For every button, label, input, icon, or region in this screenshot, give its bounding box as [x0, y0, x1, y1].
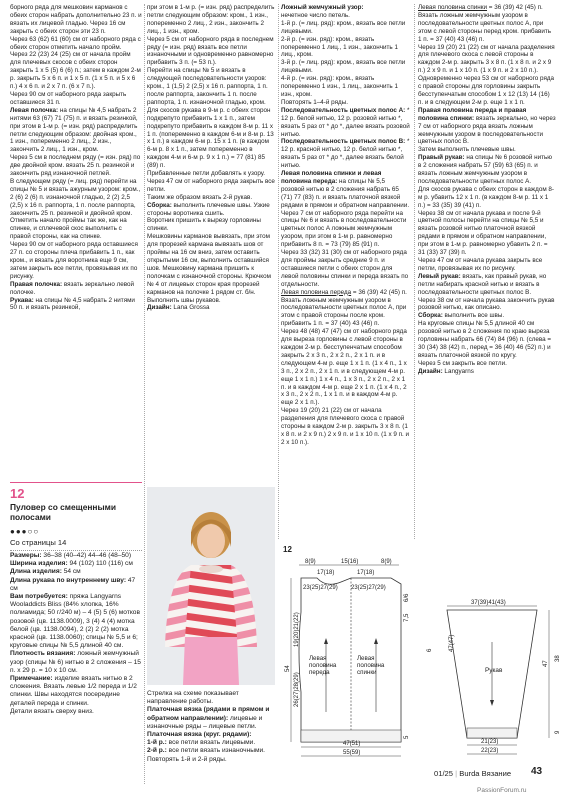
dim-sleeve-side: 6	[427, 648, 433, 652]
left-front-half-text: = 36 (39) 42 (45) п. Вязать ложным жемчужным узором в последовательности цветных полос A, при этом с правой стороны после кром. прибавить 1 п. = 37 (40) 43 (46) п. Через 48 (48) 47 (47) см от наборного ряда для выреза горловины с левой стороны в каждом 2-м р. бесступенчатым способом закрыть 2 x 3 п., 2 x 2 п., 2 x 1 п. и в следующем 4-м р. еще 1 x 1 п. (1 x 4 п., 1 x 3 п., 2 x 2 п., 2 x 1 п. и в следующем 4-м р. еще 1 x 1 п.) 1 x 4 п., 1 x 3 п., 2 x 2 п., 2 x 1 п. и в каждом 4-м р. еще 2 x 1 п. (1 x 4 п., 2 x 3 п., 2 x 2 п., 1 x 1 п. и в каждом 4-м р. еще 2 x 1 п.). Через 19 (20) 21 (22) см от начала разделения для плечевого скоса с правой стороны в каждом 2-м р. закрыть 3 x 8 п. (1 x 8 п. и 2 x 9 п.) 2 x 9 п. и 1 x 10 п. (1 x 9 п. и 2 x 10 п.).	[281, 288, 410, 446]
page-footer: 01/25 | Burda Вязание	[434, 769, 512, 778]
design-credit: Lana Grossa	[171, 304, 210, 312]
right-halves-text: вязать зеркально, но через 7 см от наборного ряда вязать ложным жемчужным узором в последовательности цветных полос B. Затем выполнить плечевые швы.	[418, 114, 556, 154]
diagram-number: 12	[283, 545, 292, 554]
stripe-seq-b-text: * 12 р. красной нитью, 12 р. белой нитью *, вязать 5 раз от * до *, далее вязать белой нитью.	[281, 138, 410, 170]
instructions-column-3	[281, 4, 410, 541]
dim-hem: 5	[404, 735, 410, 739]
model-photo	[147, 487, 275, 685]
front-half-label: Левая половина переда	[309, 655, 337, 676]
left-sleeve-heading: Левый рукав:	[418, 272, 461, 280]
schematic-diagram	[281, 542, 566, 760]
watermark: PassionForum.ru	[477, 787, 527, 794]
dim-neck-left: 17(18)	[317, 570, 335, 576]
pattern-title: Пуловер со смещенными полосами	[10, 502, 116, 522]
pearl-stitch-heading: Ложный жемчужный узор:	[281, 4, 364, 11]
left-front-half-heading: Левая половина переда	[281, 288, 352, 296]
left-front-heading: Левая полочка:	[10, 106, 59, 114]
length-heading: Длина изделия:	[10, 568, 62, 576]
row1-text: все петли вязать лицевыми.	[166, 739, 256, 747]
back-half-label: Левая половина спинки	[357, 655, 385, 676]
right-front-heading: Правая полочка:	[10, 280, 63, 288]
left-halves-text: на спицы № 5,5 розовой нитью в 2 сложения набрать 65 (71) 77 (83) п. и вязать платочной вязкой рядами в прямом и обратном направлении. Через 7 см от наборного ряда перейти на спицы № 6 и вязать в последовательности цветных полос A ложным жемчужным узором, при этом в 1-м р. равномерно прибавить 8 п. = 73 (79) 85 (91) п. Через 33 (32) 31 (30) см от наборного ряда для проймы закрыть средние 9 п. и оставшиеся петли с обеих сторон для левой половины спинки и переда вязать по отдельности.	[281, 177, 410, 288]
right-sleeve-heading: Правый рукав:	[418, 154, 465, 162]
instructions-column-2	[147, 4, 275, 488]
garter-stitch-notes	[147, 690, 275, 790]
dim-bottom-1: 47(51)	[343, 741, 361, 747]
dim-small-right-2: 7,5	[404, 613, 410, 622]
dim-neck-right: 17(18)	[357, 570, 375, 576]
assembly-heading-2: Сборка:	[418, 312, 443, 320]
dim-upper-right: 23(25)27(29)	[351, 585, 386, 591]
assembly-text: выполнить плечевые швы. Узкие стороны воротника сшить. Воротник пришить к вырезу горловины спинки. Мешковины карманов вывязать, при этом для прорезей кармана вывязать шов от проймы на 16 см вниз, затем оставить открытыми 16 см, выполнить оставшийся шов. Мешковину кармана пришить к полочкам с изнаночной стороны. Крючком № 4 от лицевых сторон края прорезей карманов на полочке 1 рядом ст. б/н. Выполнить швы рукавов.	[147, 201, 271, 304]
left-back-half-text: = 36 (39) 42 (45) п. Вязать ложным жемчужным узором в последовательности цветных полос A, при этом с левой стороны перед кром. прибавить 1 п. = 37 (40) 43 (46) п. Через 19 (20) 21 (22) см от начала разделения для плечевого скоса с левой стороны в каждом 2-м р. закрыть 3 x 8 п. (1 x 8 п. и 2 x 9 п.) 2 x 9 п. и 1 x 10 п. (1 x 9 п. и 2 x 10 п.). Одновременно через 53 см от наборного ряда с правой стороны для горловины закрыть бесступенчатым способом 1 x 12 (13) 14 (16) п. и в следующем 2-м р. еще 1 x 1 п.	[418, 4, 555, 106]
left-front-text: на спицы № 4,5 набрать 2 нитями 63 (67) 71 (75) п. и вязать резинкой, при этом в 1-м р. (= изн. ряд) распределить петли следующим образом: двойная кром., 1 изн., попеременно 2 лиц., 2 изн., закончить 2 лиц., 1 изн., кром. Через 5 см в последнем ряду (= изн. ряд) по две двойной кром. вязать 25 п. резинкой и закончить ряд изнаночной петлей. В следующем ряду (= лиц. ряд) перейти на спицы № 5 и вязать ажурным узором: кром., 2 (6) 2 (6) п. изнаночной гладью, 2 (2) 2,5 (2,5) x 16 п. раппорта, 1 п. после раппорта, закончить 25 п. резинкой и двойной кром. Отметить начало проймы так же, как на спинке, и сплечевой скос выполнить с правой стороны, как на спинке. Через 90 см от наборного ряда оставшиеся 27 п. со стороны плеча прибавить 1 п., как кром., и вязать для воротника еще 9 см, затем закрыть все петли, провязывая их по рисунку.	[10, 106, 141, 280]
dim-bottom-2: 55(59)	[343, 750, 361, 756]
schematic-drawing	[281, 542, 566, 760]
row2-heading: 2-й р.:	[147, 747, 167, 755]
dim-sleeve-height: 47	[543, 660, 549, 667]
right-front-text: вязать зеркально левой полочке.	[10, 280, 135, 296]
sleeve-label: Рукав	[485, 667, 503, 674]
column-divider	[144, 4, 145, 784]
row1-heading: 1-й р.:	[147, 739, 167, 747]
design-heading-2: Дизайн:	[418, 367, 443, 375]
section-divider	[10, 550, 142, 551]
gauge-text: ложный жемчужный узор (спицы № 6) нитью в 2 сложения – 15 п. x 29 р. = 10 x 10 см.	[10, 650, 141, 674]
dim-height: 54	[285, 665, 291, 672]
materials-text: пряжа Langyarns Wooladdicts Bliss (84% хлопка, 16% полиамида; 50 г/240 м) – 4 (5) 5 (6) мотков розовой (цв. 1138.0009), 3 (4) 4 (4) мотка белой (цв. 1138.0094), 2 (2) 2 (2) мотка красной (цв. 1138.0060); спицы № 5,5 и 6; круговые спицы № 5,5 длиной 40 см.	[10, 593, 140, 650]
pattern-specs	[10, 552, 142, 788]
stripe-seq-b-heading: Последовательность цветных полос B:	[281, 138, 406, 146]
stripe-seq-a-text: * 12 р. белой нитью, 12 р. розовой нитью *, вязать 5 раз от * до *, далее вязать розовой нитью.	[281, 106, 410, 138]
section-divider	[10, 482, 142, 483]
length-text: 54 см	[61, 568, 81, 576]
dim-lower: 26(27)28(29)	[294, 672, 300, 707]
dim-top-right: 8(9)	[381, 559, 392, 565]
left-sleeve-text: вязать, как правый рукав, но петли набирать красной нитью и вязать в последовательности цветных полос B. Через 38 см от начала рукава закончить рукав розовой нитью, как описано.	[418, 272, 555, 312]
dim-sleeve-cuff: 9	[555, 730, 561, 734]
page-number: 43	[531, 766, 543, 777]
dim-small-right: 6/6	[404, 593, 410, 602]
sizes-text: 36–38 (40–42) 44–46 (48–50)	[41, 552, 132, 559]
issue-number: 01/25	[434, 769, 454, 778]
design-credit-2: Langyarns	[442, 367, 474, 375]
assembly-text-2: выполнить все швы. На круговые спицы № 5,5 длиной 40 см розовой нитью в 2 сложения по краю выреза горловины набрать 66 (74) 84 (96) п. (слева = 30 (34) 38 (42) п., перед = 36 (40) 46 (52) п.) и вязать платочной вязкой по кругу. Через 5 см закрыть все петли.	[418, 312, 552, 367]
sleeve-length-heading: Длина рукава по внутреннему шву:	[10, 576, 127, 584]
left-halves-heading: Левая половина спинки и левая половина переда:	[281, 170, 382, 185]
back-decrease-text: борного ряда для мешковин карманов с обеих сторон набрать дополнительно 23 п. и вязать их лицевой гладью. Через 16 см закрыть с обеих сторон эти 23 п. Через 63 (62) 61 (60) см от наборного ряда с обеих сторон отметить начало пройм. Через 22 (23) 24 (25) см от начала пройм для плечевых скосов с обеих сторон закрыть 1 x 5 (5) 6 (6) п.; затем в каждом 2-м р. закрыть 5 x 6 п. и 1 x 5 п. (1 x 5 п. и 5 x 6 п.) 4 x 6 п. и 2 x 7 п. (6 x 7 п.). Через 90 см от наборного ряда закрыть оставшиеся 31 п.	[10, 4, 142, 106]
dim-armhole: 19(20)21(22)	[294, 612, 300, 647]
pearl-stitch-text: нечетное число петель. 1-й р. (= лиц. ряд): кром., вязать все петли лицевыми. 2-й р. (= изн. ряд): кром., вязать попеременно 1 лиц., 1 изн., закончить 1 лиц., кром. 3-й р. (= лиц. ряд): кром., вязать все петли лицевыми. 4-й р. (= изн. ряд): кром., вязать попеременно 1 изн., 1 лиц., закончить 1 изн., кром. Повторять 1–4-й ряды.	[281, 11, 406, 106]
sizes-heading: Размеры:	[10, 552, 42, 559]
width-heading: Ширина изделия:	[10, 560, 68, 568]
column-divider	[414, 4, 415, 539]
width-text: 94 (102) 110 (116) см	[67, 560, 133, 568]
right-sleeve-text: на спицы № 6 розовой нитью в 2 сложения набрать 57 (59) 63 (65) п. и вязать ложным жемчужным узором в последовательности цветных полос A. Для скосов рукава с обеих сторон в каждом 8-м р. убавить 12 x 1 п. (в каждом 8-м р. 11 x 1 п.) = 33 (35) 39 (41) п. Через 38 см от начала рукава и после 9-й цветной полосы перейти на спицы № 5,5 и вязать розовой нитью платочной вязкой рядами в прямом и обратном направлении, при этом в 1-м р. равномерно убавить 2 п. = 31 (33) 37 (39) п. Через 47 см от начала рукава закрыть все петли, провязывая их по рисунку.	[418, 154, 554, 272]
note-heading: Примечание:	[10, 675, 53, 683]
dim-sleeve-top: 37(39)41(43)	[471, 600, 506, 606]
dim-sleeve-height-2: 38	[555, 655, 561, 662]
source-page-ref: Со страницы 14	[10, 538, 67, 547]
column-divider	[278, 4, 279, 539]
assembly-heading: Сборка:	[147, 201, 172, 209]
sleeve-length-text: 47 см	[10, 576, 136, 592]
instructions-column-4	[418, 4, 556, 534]
dim-top-mid: 15(16)	[341, 559, 359, 565]
design-heading: Дизайн:	[147, 304, 172, 312]
model-photo-illustration	[147, 487, 275, 685]
materials-heading: Вам потребуется:	[10, 593, 68, 601]
row2-text: все петли вязать изнаночными. Повторять 1-й и 2-й ряды.	[147, 747, 265, 763]
difficulty-rating: ●●●○○	[10, 527, 40, 536]
arrow-note: Стрелка на схеме показывает направление работы.	[147, 690, 239, 706]
instructions-column-1	[10, 4, 142, 460]
dim-sleeve-seam: 47(47)	[449, 634, 455, 652]
dim-top-left: 8(9)	[305, 559, 316, 565]
sleeves-text: на спицы № 4,5 набрать 2 нитями 50 п. и вязать резинкой,	[10, 296, 135, 312]
right-halves-heading: Правая половина переда и правая половина спинки:	[418, 106, 527, 122]
garter-rows-heading: Платочная вязка (рядами в прямом и обратном направлении):	[147, 706, 270, 722]
sleeves-heading: Рукава:	[10, 296, 34, 304]
note-text: изделие вязать нитью в 2 сложения. Вязать левые 1/2 переда и 1/2 спинки. Швы находятся посередине деталей переда и спинки. Детали вязать сверху вниз.	[10, 675, 137, 715]
dim-upper-left: 23(25)27(29)	[303, 585, 338, 591]
dim-sleeve-bottom-1: 21(23)	[481, 739, 499, 745]
left-back-half-heading: Левая половина спинки	[418, 4, 488, 11]
garter-round-heading: Платочная вязка (круг. рядами):	[147, 731, 252, 739]
pattern-number: 12	[10, 486, 25, 501]
gauge-heading: Плотность вязания:	[10, 650, 76, 658]
dim-sleeve-bottom-2: 22(23)	[481, 748, 499, 754]
sleeve-continued-text: при этом в 1-м р. (= изн. ряд) распределить петли следующим образом: кром., 1 изн., попеременно 2 лиц., 2 изн., закончить 2 лиц., 1 изн., кром. Через 5 см от наборного ряда в последнем ряду (= изн. ряд) вязать все петли изнаночными и одновременно равномерно прибавить 3 п. (= 53 п.). Перейти на спицы № 5 и вязать в следующей последовательности узоров: кром., 1 (1,5) 2 (2,5) x 16 п. раппорта, 1 п. после раппорта, закончить 1 п. после раппорта, 1 п. изнаночной гладью, кром. Для скосов рукава в 9-м р. с обеих сторон подкрепуто прибавить 1 x 1 п., затем подкрепуто прибавить в каждом 8-м р. 11 x 1 п. (попеременно в каждом 6-м и 8-м р. 13 x 1 п.) в каждом 6-м р. 15 x 1 п. (в каждом 6-м р. 8 x 1 п., затем попеременно в каждом 4-м и 6-м р. 9 x 1 п.) = 77 (81) 85 (89) п. Прибавленные петли добавлять к узору. Через 47 см от наборного ряда закрыть все петли. Таким же образом вязать 2-й рукав.	[147, 4, 275, 201]
stripe-seq-a-heading: Последовательность цветных полос A:	[281, 106, 406, 114]
garter-rows-text: лицевые и изнаночные ряды – лицевые петли.	[147, 714, 263, 730]
magazine-brand: Burda Вязание	[459, 769, 512, 778]
